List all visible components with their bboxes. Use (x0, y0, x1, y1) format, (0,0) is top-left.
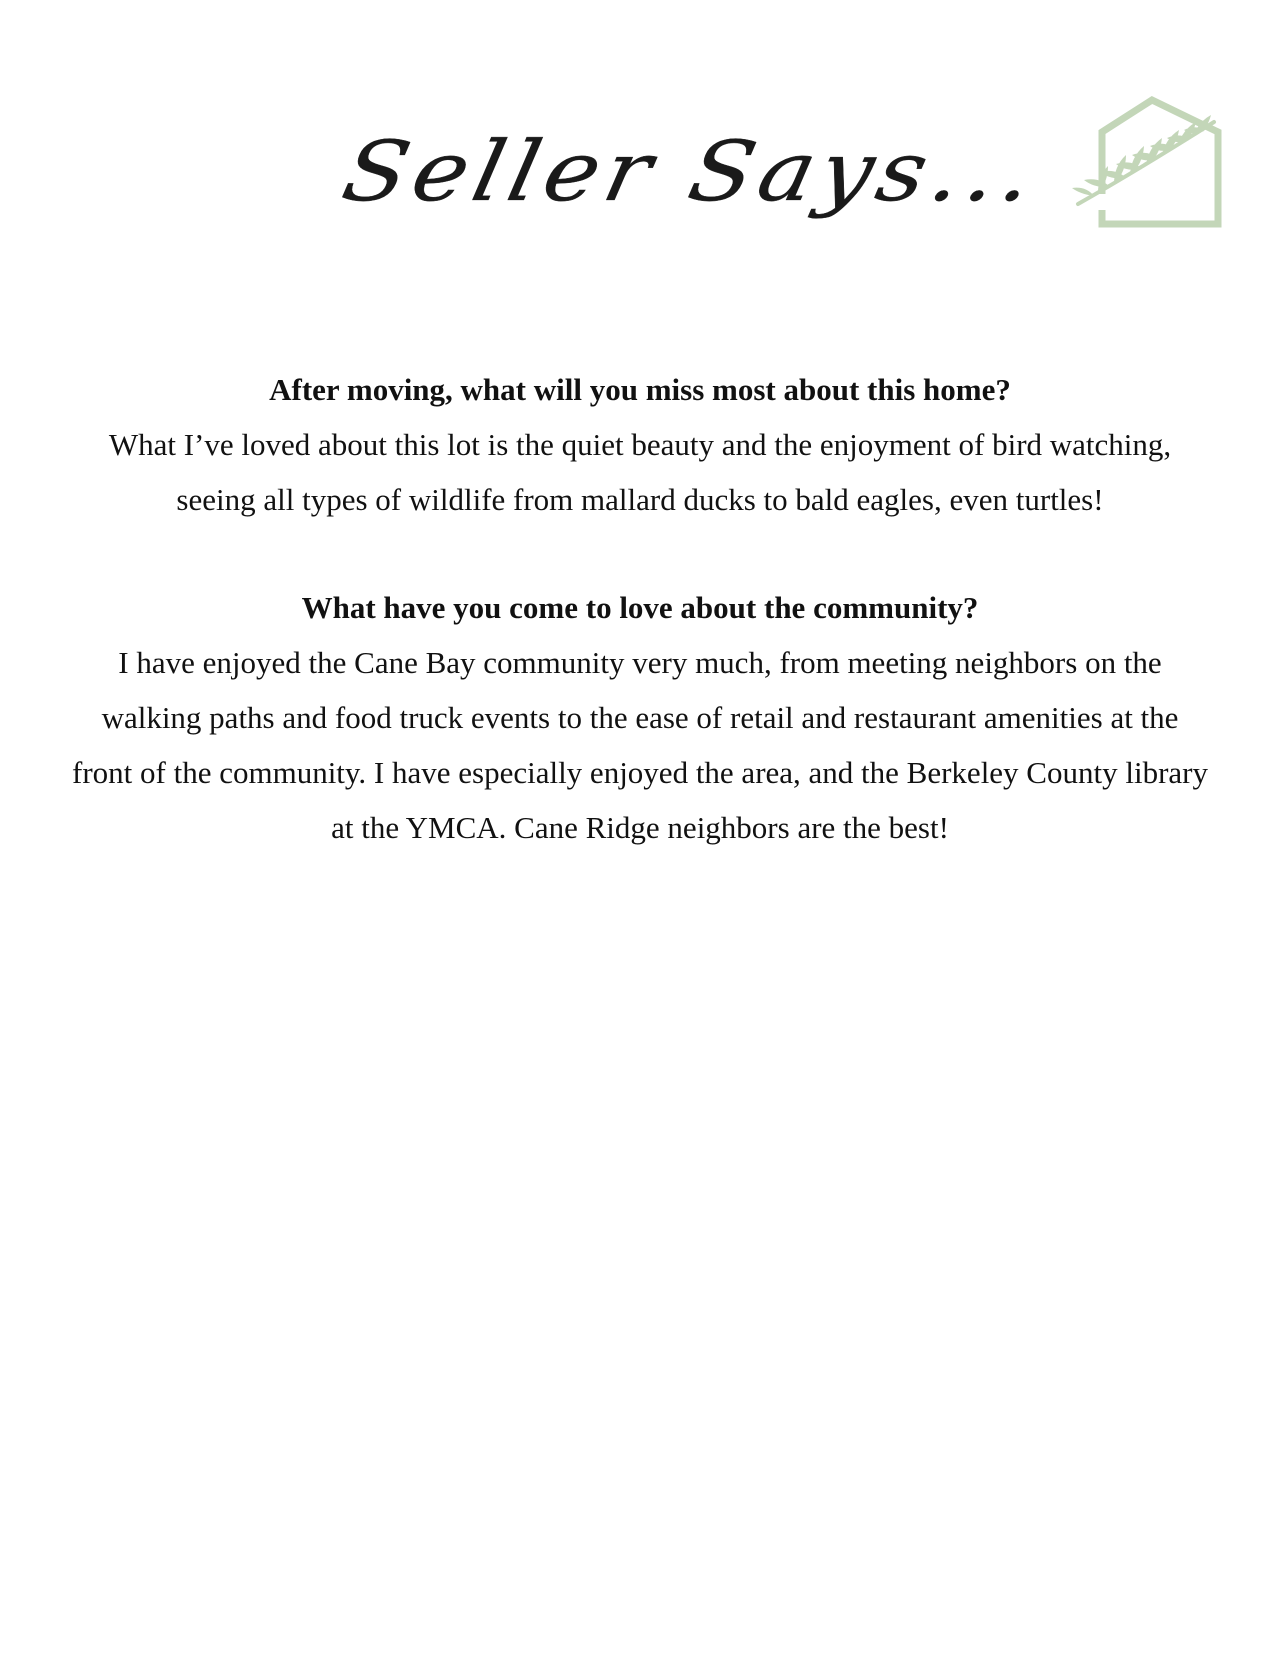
header (0, 80, 1280, 270)
question-text: After moving, what will you miss most about this home? (269, 372, 1011, 407)
qa-section (70, 363, 1210, 909)
page-title-text: Seller Says... (334, 123, 1049, 220)
house-leaf-icon (1068, 92, 1228, 232)
qa-item (70, 581, 1210, 855)
question-text: What have you come to love about the community? (301, 590, 979, 625)
answer-text: What I’ve loved about this lot is the quiet beauty and the enjoyment of bird watching, seeing all types of wildlife from mallard ducks to bald eagles, even turtles! (108, 427, 1172, 517)
page-title (334, 80, 1049, 270)
answer-text: I have enjoyed the Cane Bay community very much, from meeting neighbors on the walking paths and food truck events to the ease of retail and restaurant amenities at the front of the community. I have especially enjoyed the area, and the Berkeley County library at the YMCA. Cane Ridge neighbors are the best! (72, 645, 1208, 845)
qa-item (70, 363, 1210, 527)
